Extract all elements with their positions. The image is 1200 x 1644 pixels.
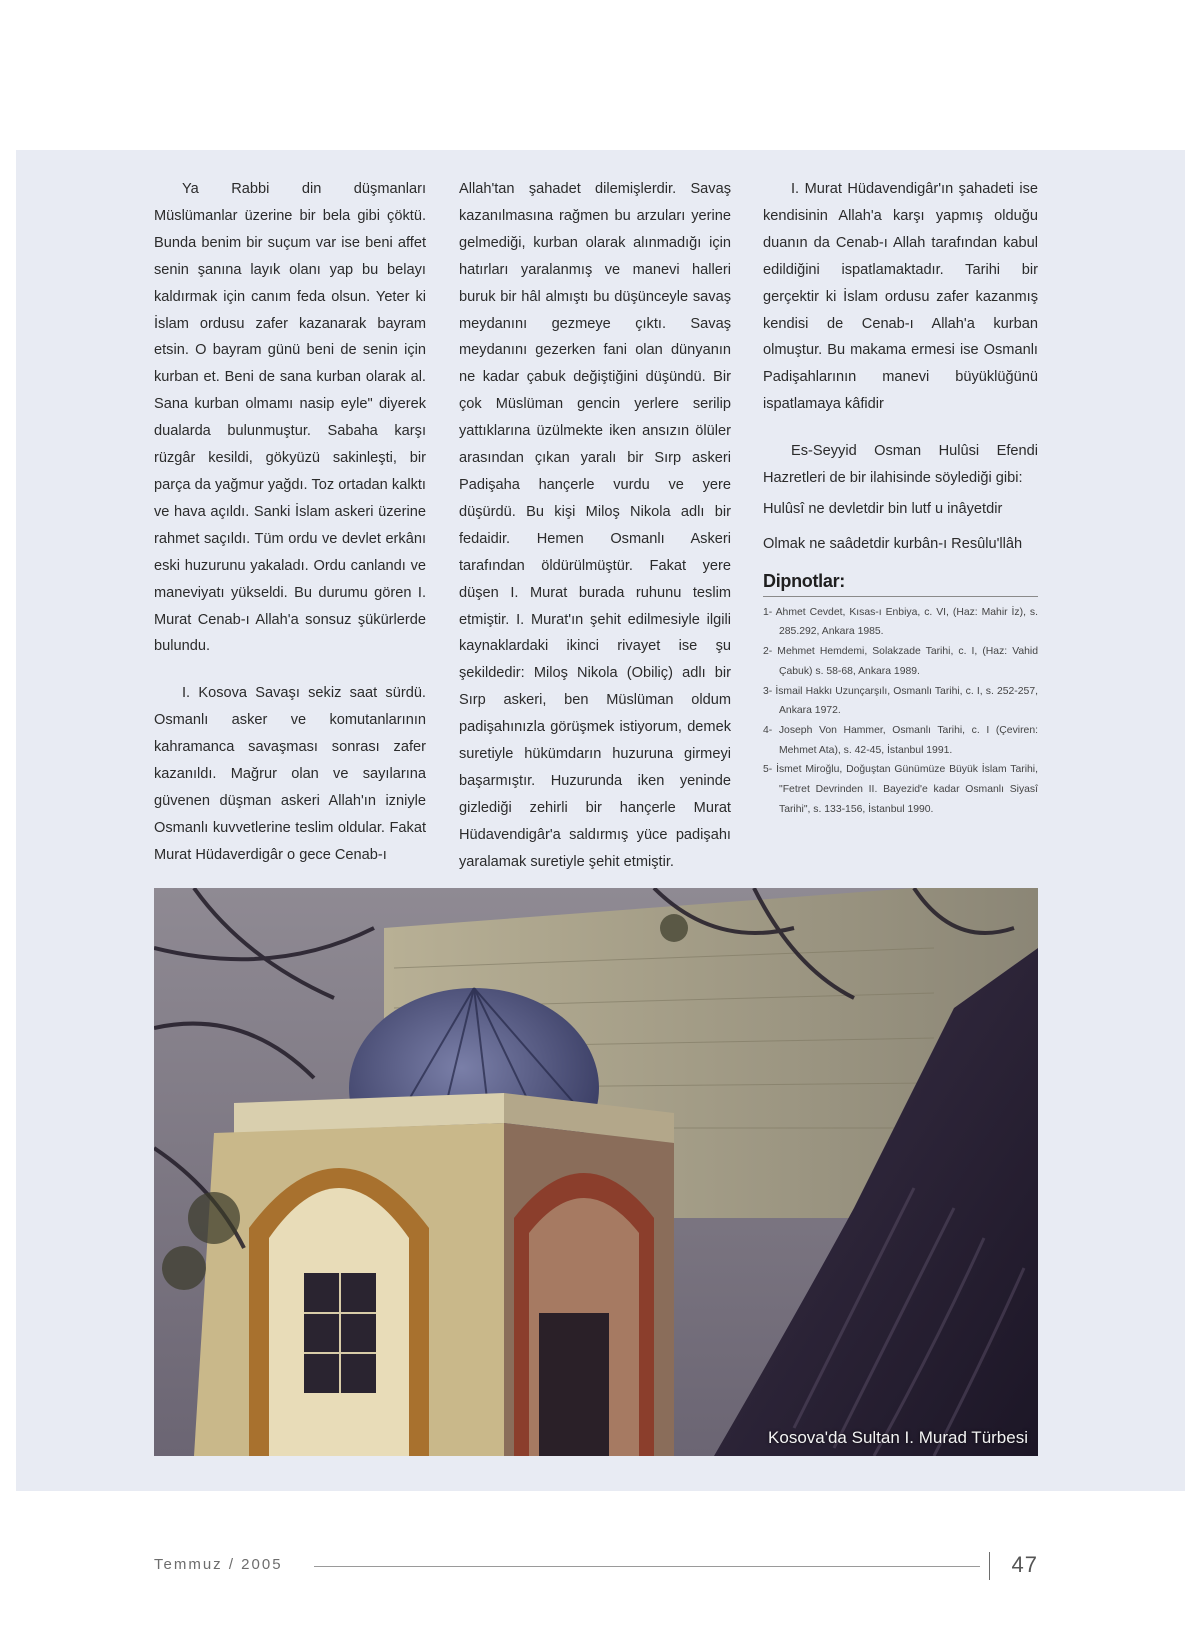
footnotes-list (763, 603, 1038, 820)
paragraph: Es-Seyyid Osman Hulûsi Efendi Hazretleri de bir ilahisinde söylediği gibi: (763, 443, 1038, 487)
text-column-3 (763, 176, 1038, 820)
page-footer (154, 1552, 1038, 1582)
page-number: 47 (1011, 1552, 1038, 1577)
paragraph: I. Kosova Savaşı sekiz saat sürdü. Osmanlı asker ve komutanlarının kahramanca savaşması sonrası zafer kazanıldı. Mağrur olan ve sayılarına güvenen düşman askeri Allah'ın izniyle Osmanlı kuvvetlerine teslim oldular. Fakat Murat Hüdaverdigâr o gece Cenab-ı (154, 685, 426, 863)
verse-line: Olmak ne saâdetdir kurbân-ı Resûlu'llâh (763, 535, 1023, 552)
text-column-1 (154, 176, 426, 889)
footnote: 3- İsmail Hakkı Uzunçarşılı, Osmanlı Tarihi, c. I, s. 252-257, Ankara 1972. (763, 685, 1038, 717)
footer-separator (989, 1552, 990, 1580)
text-column-2 (459, 176, 731, 896)
tomb-illustration (154, 888, 1038, 1456)
footnote: 5- İsmet Miroğlu, Doğuştan Günümüze Büyük İslam Tarihi, "Fetret Devrinden II. Bayezid'e kadar Osmanlı Siyasî Tarihi", s. 133-156, İstanbul 1990. (763, 764, 1038, 815)
footnote: 2- Mehmet Hemdemi, Solakzade Tarihi, c. I, (Haz: Vahid Çabuk) s. 58-68, Ankara 1989. (763, 646, 1038, 677)
footnote: 4- Joseph Von Hammer, Osmanlı Tarihi, c. I (Çeviren: Mehmet Ata), s. 42-45, İstanbul 1991. (763, 725, 1038, 756)
tomb-photo (154, 888, 1038, 1456)
paragraph: Allah'tan şahadet dilemişlerdir. Savaş kazanılmasına rağmen bu arzuları yerine gelmediği, kurban olarak alınmadığı için hatırları yaralanmış ve manevi halleri buruk bir hâl almıştı bu düşünceyle savaş meydanını gezmeye çıktı. Savaş meydanını gezerken fani olan dünyanın ne kadar çabuk değiştiğini düşündü. Bir çok Müslüman gencin yerlere serilip yattıklarına üzülmekte iken ansızın ölüler arasından çıkan yaralı bir Sırp askeri Padişaha hançerle vurdu ve yere düşürdü. Bu kişi Miloş Nikola adlı bir fedaidir. Hemen Osmanlı Askeri tarafından öldürülmüştür. Fakat yere düşen I. Murat burada ruhunu teslim etmiştir. I. Murat'ın şehit edilmesiyle ilgili kaynaklardaki ikinci rivayet ise şu şekildedir: Miloş Nikola (Obiliç) adlı bir Sırp askeri, ben Müslüman oldum padişahınızla görüşmek istiyorum, demek suretiyle hükümdarın huzuruna girmeyi başarmıştır. Huzurunda iken yeninde gizlediği zehirli bir hançerle Murat Hüdavendigâr'a saldırmış yüce padişahı yaralamak suretiyle şehit etmiştir. (459, 181, 731, 870)
paragraph: I. Murat Hüdavendigâr'ın şahadeti ise kendisinin Allah'a karşı yapmış olduğu duanın da Cenab-ı Allah tarafından kabul edildiğini ispatlamaktadır. Tarihi bir gerçektir ki İslam ordusu zafer kazanmış kendisi de Cenab-ı Allah'a kurban olmuştur. Bu makama ermesi ise Osmanlı Padişahlarının manevi büyüklüğünü ispatlamaya kâfidir (763, 181, 1038, 413)
issue-date: Temmuz / 2005 (154, 1556, 283, 1573)
photo-caption: Kosova'da Sultan I. Murad Türbesi (768, 1428, 1028, 1447)
verse-line: Hulûsî ne devletdir bin lutf u inâyetdir (763, 500, 1003, 517)
paragraph: Ya Rabbi din düşmanları Müslümanlar üzerine bir bela gibi çöktü. Bunda benim bir suçum var ise beni affet senin şanına layık olanı yap bu belayı kaldırmak için canım feda olsun. Yeter ki İslam ordusu zafer kazanarak bayram etsin. O bayram günü beni de senin için kurban et. Beni de sana kurban olarak al. Sana kurban olmamı nasip eyle" diyerek dualarda bulunmuştur. Sabaha karşı rüzgâr kesildi, gökyüzü sakinleşti, bir parça da yağmur yağdı. Toz ortadan kalktı ve hava açıldı. Sanki İslam askeri üzerine rahmet saçıldı. Tüm ordu ve devlet erkânı eski huzurunu yakaladı. Ordu canlandı ve maneviyatı yükseldi. Bu durumu gören I. Murat Cenab-ı Allah'a sonsuz şükürlerde bulundu. (154, 181, 426, 655)
footnotes-title: Dipnotlar: (763, 568, 1038, 597)
footnote: 1- Ahmet Cevdet, Kısas-ı Enbiya, c. VI, (Haz: Mahir İz), s. 285.292, Ankara 1985. (763, 606, 1038, 638)
footer-rule (314, 1566, 980, 1567)
